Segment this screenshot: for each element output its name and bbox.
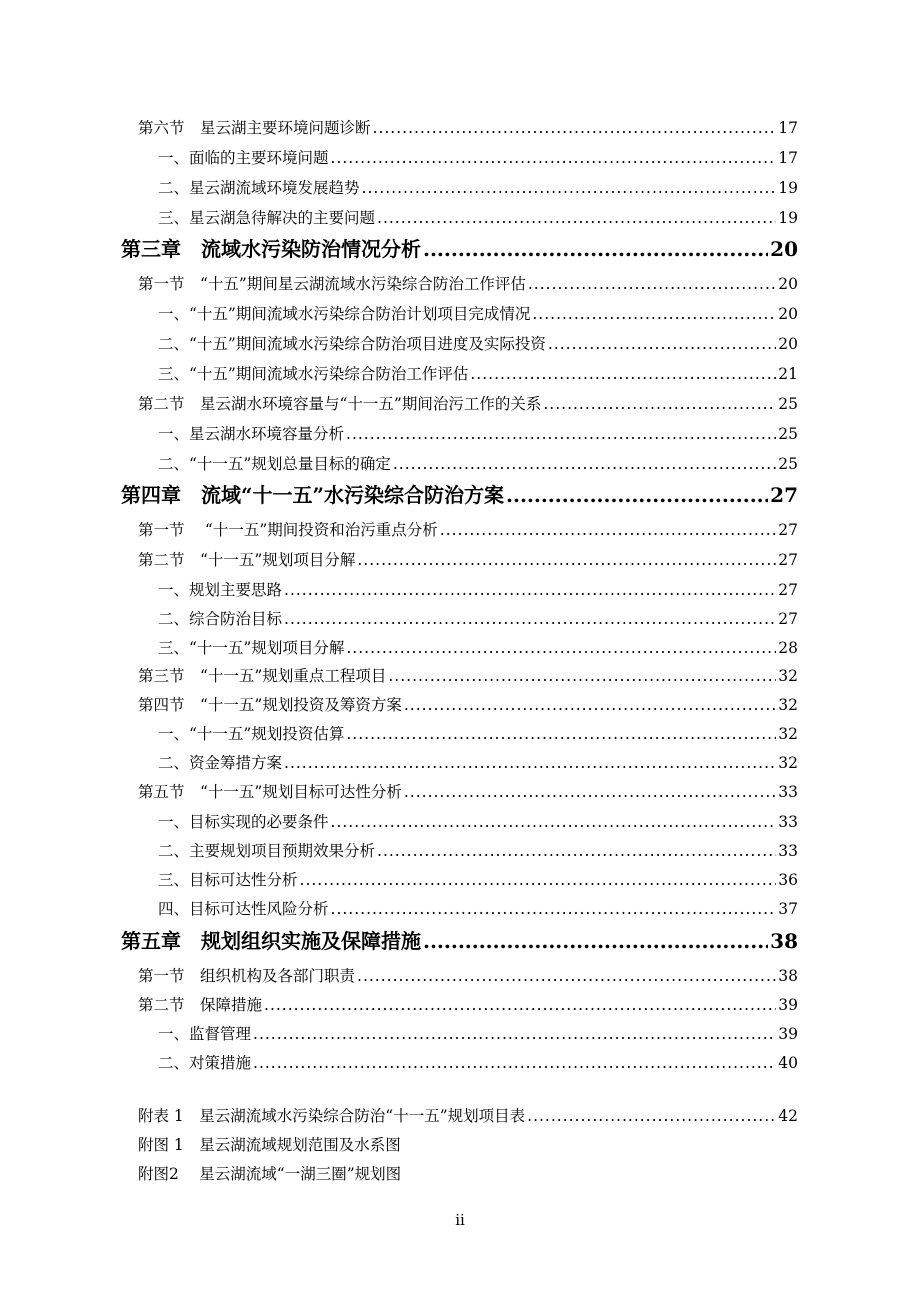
- toc-page-number: 32: [778, 696, 798, 714]
- toc-entry-label: 二、对策措施: [158, 1054, 252, 1072]
- toc-page-number: 32: [778, 667, 798, 685]
- toc-dot-leader: [423, 928, 768, 954]
- toc-dot-leader: [440, 520, 776, 540]
- page-number-footer: ii: [455, 1211, 465, 1229]
- toc-page-number: 25: [778, 455, 798, 473]
- toc-dot-leader: [373, 118, 777, 138]
- toc-section-entry[interactable]: [138, 666, 798, 686]
- toc-dot-leader: [548, 334, 776, 354]
- toc-subsection-entry[interactable]: [158, 724, 798, 744]
- toc-section-entry[interactable]: [138, 550, 798, 570]
- toc-page-number: 33: [778, 842, 798, 860]
- toc-subsection-entry[interactable]: [158, 208, 798, 228]
- toc-entry-label: 附图2 星云湖流域“一湖三圈”规划图: [138, 1165, 402, 1183]
- toc-dot-leader: [346, 638, 776, 658]
- toc-entry-label: 三、目标可达性分析: [158, 871, 298, 889]
- toc-entry-label: 第一节 “十一五”期间投资和治污重点分析: [138, 521, 438, 539]
- toc-page-number: 19: [778, 179, 798, 197]
- toc-entry-label: 一、“十一五”规划投资估算: [158, 725, 345, 743]
- toc-subsection-entry[interactable]: [158, 304, 798, 324]
- toc-entry-label: 第四节 “十一五”规划投资及筹资方案: [138, 696, 402, 714]
- toc-chapter-entry[interactable]: [121, 236, 798, 262]
- toc-entry-label: 二、综合防治目标: [158, 610, 283, 628]
- toc-dot-leader: [404, 695, 776, 715]
- toc-entry-label: 第二节 保障措施: [138, 996, 263, 1014]
- toc-dot-leader: [532, 304, 776, 324]
- toc-entry-label: 四、目标可达性风险分析: [158, 900, 329, 918]
- toc-page-number: 32: [778, 754, 798, 772]
- toc-dot-leader: [357, 550, 776, 570]
- toc-dot-leader: [377, 208, 776, 228]
- toc-subsection-entry[interactable]: [158, 1024, 798, 1044]
- toc-entry-label: 一、“十五”期间流域水污染综合防治计划项目完成情况: [158, 305, 531, 323]
- toc-appendix-entry[interactable]: [138, 1164, 401, 1184]
- toc-section-entry[interactable]: [138, 966, 798, 986]
- toc-appendix-entry[interactable]: [138, 1106, 798, 1126]
- toc-page-number: 38: [770, 929, 798, 953]
- toc-page-number: 27: [778, 610, 798, 628]
- toc-subsection-entry[interactable]: [158, 753, 798, 773]
- toc-entry-label: 一、监督管理: [158, 1025, 252, 1043]
- toc-page-number: 20: [778, 305, 798, 323]
- toc-entry-label: 第一节 组织机构及各部门职责: [138, 967, 356, 985]
- toc-dot-leader: [346, 424, 776, 444]
- toc-dot-leader: [284, 609, 776, 629]
- toc-entry-label: 第二节 星云湖水环境容量与“十一五”期间治污工作的关系: [138, 395, 542, 413]
- toc-dot-leader: [388, 666, 776, 686]
- toc-dot-leader: [423, 236, 768, 262]
- toc-page-number: 36: [778, 871, 798, 889]
- toc-subsection-entry[interactable]: [158, 454, 798, 474]
- toc-dot-leader: [331, 812, 777, 832]
- toc-dot-leader: [284, 753, 776, 773]
- toc-page-number: 37: [778, 900, 798, 918]
- toc-entry-label: 第三章 流域水污染防治情况分析: [121, 237, 421, 261]
- toc-page-number: 42: [778, 1107, 798, 1125]
- toc-page-number: 39: [778, 996, 798, 1014]
- toc-subsection-entry[interactable]: [158, 334, 798, 354]
- toc-chapter-entry[interactable]: [121, 482, 798, 508]
- toc-page-number: 19: [778, 209, 798, 227]
- toc-dot-leader: [300, 870, 777, 890]
- toc-page-number: 39: [778, 1025, 798, 1043]
- toc-page-number: 25: [778, 395, 798, 413]
- toc-section-entry[interactable]: [138, 394, 798, 414]
- toc-page-number: 28: [778, 639, 798, 657]
- toc-entry-label: 第三节 “十一五”规划重点工程项目: [138, 667, 387, 685]
- toc-dot-leader: [346, 724, 776, 744]
- toc-page-number: 17: [778, 149, 798, 167]
- toc-entry-label: 二、“十五”期间流域水污染综合防治项目进度及实际投资: [158, 335, 546, 353]
- toc-dot-leader: [377, 841, 776, 861]
- toc-dot-leader: [264, 995, 776, 1015]
- toc-entry-label: 第二节 “十一五”规划项目分解: [138, 551, 356, 569]
- toc-page-number: 25: [778, 425, 798, 443]
- toc-page-number: 27: [778, 551, 798, 569]
- toc-entry-label: 三、星云湖急待解决的主要问题: [158, 209, 376, 227]
- toc-subsection-entry[interactable]: [158, 424, 798, 444]
- toc-page-number: 32: [778, 725, 798, 743]
- toc-subsection-entry[interactable]: [158, 178, 798, 198]
- toc-dot-leader: [470, 364, 776, 384]
- toc-entry-label: 二、资金筹措方案: [158, 754, 283, 772]
- toc-page-number: 20: [778, 335, 798, 353]
- toc-dot-leader: [527, 1106, 776, 1126]
- toc-entry-label: 一、面临的主要环境问题: [158, 149, 329, 167]
- toc-page-number: 33: [778, 783, 798, 801]
- toc-dot-leader: [357, 966, 776, 986]
- toc-entry-label: 三、“十五”期间流域水污染综合防治工作评估: [158, 365, 469, 383]
- toc-section-entry[interactable]: [138, 520, 798, 540]
- toc-entry-label: 二、主要规划项目预期效果分析: [158, 842, 376, 860]
- toc-entry-label: 一、规划主要思路: [158, 581, 283, 599]
- toc-page-number: 17: [778, 119, 798, 137]
- toc-page-number: 40: [778, 1054, 798, 1072]
- toc-entry-label: 二、星云湖流域环境发展趋势: [158, 179, 360, 197]
- toc-subsection-entry[interactable]: [158, 609, 798, 629]
- toc-dot-leader: [543, 394, 776, 414]
- toc-section-entry[interactable]: [138, 274, 798, 294]
- toc-dot-leader: [253, 1024, 776, 1044]
- toc-subsection-entry[interactable]: [158, 870, 798, 890]
- toc-page-number: 38: [778, 967, 798, 985]
- toc-appendix-entry[interactable]: [138, 1135, 401, 1155]
- toc-entry-label: 第五节 “十一五”规划目标可达性分析: [138, 783, 402, 801]
- toc-entry-label: 一、目标实现的必要条件: [158, 813, 329, 831]
- toc-entry-label: 第五章 规划组织实施及保障措施: [121, 929, 421, 953]
- toc-entry-label: 第一节 “十五”期间星云湖流域水污染综合防治工作评估: [138, 275, 526, 293]
- toc-entry-label: 三、“十一五”规划项目分解: [158, 639, 345, 657]
- toc-entry-label: 附表 1 星云湖流域水污染综合防治“十一五”规划项目表: [138, 1107, 526, 1125]
- toc-section-entry[interactable]: [138, 782, 798, 802]
- toc-entry-label: 附图 1 星云湖流域规划范围及水系图: [138, 1136, 401, 1154]
- toc-dot-leader: [253, 1053, 776, 1073]
- toc-page-number: 21: [778, 365, 798, 383]
- toc-subsection-entry[interactable]: [158, 899, 798, 919]
- toc-subsection-entry[interactable]: [158, 364, 798, 384]
- toc-chapter-entry[interactable]: [121, 928, 798, 954]
- toc-page-number: 27: [770, 483, 798, 507]
- toc-subsection-entry[interactable]: [158, 638, 798, 658]
- toc-subsection-entry[interactable]: [158, 841, 798, 861]
- toc-dot-leader: [362, 178, 777, 198]
- toc-dot-leader: [528, 274, 776, 294]
- toc-entry-label: 一、星云湖水环境容量分析: [158, 425, 345, 443]
- toc-section-entry[interactable]: [138, 695, 798, 715]
- toc-section-entry[interactable]: [138, 995, 798, 1015]
- toc-page-number: 20: [770, 237, 798, 261]
- toc-subsection-entry[interactable]: [158, 812, 798, 832]
- toc-entry-label: 第四章 流域“十一五”水污染综合防治方案: [121, 483, 505, 507]
- toc-dot-leader: [393, 454, 776, 474]
- toc-entry-label: 二、“十一五”规划总量目标的确定: [158, 455, 391, 473]
- toc-page-number: 33: [778, 813, 798, 831]
- toc-dot-leader: [284, 580, 776, 600]
- toc-section-entry[interactable]: [138, 118, 798, 138]
- toc-dot-leader: [404, 782, 776, 802]
- toc-subsection-entry[interactable]: [158, 148, 798, 168]
- toc-entry-label: 第六节 星云湖主要环境问题诊断: [138, 119, 371, 137]
- toc-dot-leader: [506, 482, 768, 508]
- toc-page-number: 27: [778, 581, 798, 599]
- toc-subsection-entry[interactable]: [158, 580, 798, 600]
- toc-subsection-entry[interactable]: [158, 1053, 798, 1073]
- toc-page-number: 20: [778, 275, 798, 293]
- toc-dot-leader: [331, 148, 777, 168]
- toc-page-number: 27: [778, 521, 798, 539]
- toc-dot-leader: [331, 899, 777, 919]
